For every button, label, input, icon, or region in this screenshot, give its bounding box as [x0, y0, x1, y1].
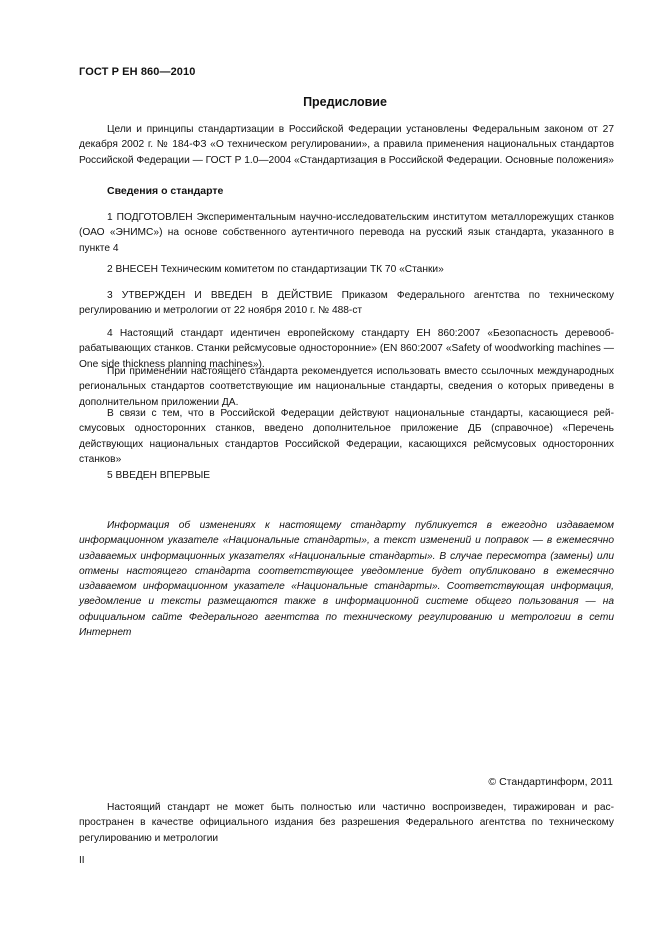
page-number: II [79, 855, 85, 866]
item-3-approved: 3 УТВЕРЖДЕН И ВВЕДЕН В ДЕЙСТВИЕ Приказом Федерального агентства по техническому регулированию и метрологии от 22 ноября 2010 г. № 488-ст [79, 290, 614, 317]
item-1-prepared: 1 ПОДГОТОВЛЕН Экспериментальным научно-исследовательским институтом металлорежущих станков (ОАО «ЭНИМС») на основе собственного аутентичного перевода на русский язык стандарта, указанного в пункте 4 [79, 212, 614, 254]
reproduction-notice: Настоящий стандарт не может быть полностью или частично воспроизведен, тиражирован и распространен в качестве официального издания без разрешения Федерального агентства по техническому регулированию и метрологии [79, 802, 614, 844]
intro-paragraph: Цели и принципы стандартизации в Российской Федерации установлены Федеральным законом от 27 декабря 2002 г. № 184-ФЗ «О техническом регулировании», а правила применения национальных стандартов Российской Федерации — ГОСТ Р 1.0—2004 «Стандартизация в Российской Федерации. Основные положения» [79, 124, 614, 166]
document-code-header: ГОСТ Р ЕН 860—2010 [79, 66, 196, 78]
item-5-first-introduced: 5 ВВЕДЕН ВПЕРВЫЕ [107, 470, 211, 481]
item-4-appendix-paragraph: В связи с тем, что в Российской Федерации действуют национальные стандарты, касающиеся рейсмусовых односторонних станков, введено дополнительное приложение ДБ (справочное) «Перечень действующих национальных стандартов Российской Федерации, касающихся рейсмусовых односторонних станков» [79, 408, 614, 465]
item-4-references-paragraph: При применении настоящего стандарта рекомендуется использовать вместо ссылочных международных региональных стандартов соответствующие им национальные стандарты, сведения о которых приведены в дополнительном приложении ДА. [79, 366, 614, 408]
copyright-line: © Стандартинформ, 2011 [488, 776, 613, 788]
item-2-submitted: 2 ВНЕСЕН Техническим комитетом по стандартизации ТК 70 «Станки» [107, 264, 444, 275]
changes-notice: Информация об изменениях к настоящему стандарту публикуется в ежегодно издаваемом информационном указателе «Национальные стандарты», а текст изменений и поправок — в ежемесячно издаваемых информационных указателях «Национальные стандарты». В случае пересмотра (замены) или отмены настоящего стандарта соответствующее уведомление будет опубликовано в ежемесячно издаваемом информационном указателе «Национальные стандарты». Соответствующая информация, уведомление и тексты размещаются также в информационной системе общего пользования — на официальном сайте Федерального агентства по техническому регулированию и метрологии в сети Интернет [79, 520, 614, 639]
standard-info-heading: Сведения о стандарте [107, 185, 224, 197]
item-4-identical: 4 Настоящий стандарт идентичен европейскому стандарту ЕН 860:2007 «Безопасность деревообрабатывающих станков. Станки рейсмусовые односторонние» (EN 860:2007 «Safety of woodworking machines — One side thickness planning machines»). [79, 328, 614, 370]
page-title: Предисловие [303, 95, 387, 109]
